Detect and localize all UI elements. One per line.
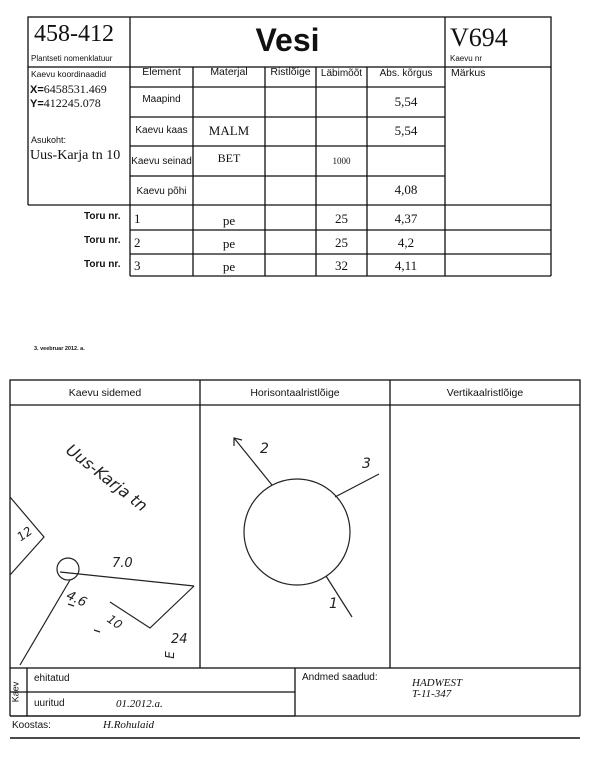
house-number: 12 — [14, 523, 35, 545]
document-date: 3. veebruar 2012. a. — [34, 346, 85, 352]
pipe-label: Toru nr. — [84, 259, 121, 270]
row-element: Kaevu põhi — [136, 186, 187, 197]
author-label: Koostas: — [12, 720, 51, 731]
row-element: Kaevu seinad — [131, 156, 192, 167]
pipe-number: 3 — [134, 258, 141, 273]
pipe-label-1: 1 — [329, 596, 338, 612]
pipe-label-2: 2 — [260, 441, 269, 457]
y-coordinate-value: 412245.078 — [43, 96, 101, 110]
source-value-line2: T-11-347 — [412, 688, 452, 700]
map-code: 458-412 — [34, 21, 114, 47]
panel-title-horizontal-section: Horisontaalristlõige — [250, 387, 340, 399]
col-cross-section: Ristlõige — [270, 66, 311, 78]
row-element: Maapind — [142, 94, 181, 105]
well-number-label: Kaevu nr — [450, 54, 483, 63]
distance-label-a: 7.0 — [112, 556, 133, 571]
pipe-number: 1 — [134, 211, 141, 226]
pipe-diameter: 32 — [335, 258, 348, 273]
pipe-abs-height: 4,2 — [397, 235, 415, 250]
pipe-diameter: 25 — [335, 211, 348, 226]
row-diameter: 1000 — [332, 156, 351, 166]
panel-title-vertical-section: Vertikaalristlõige — [446, 387, 524, 399]
pipe-material: pe — [222, 213, 236, 228]
corner-number: 24 — [171, 632, 188, 647]
pipe-number: 2 — [134, 235, 141, 250]
distance-label-c: 10 — [104, 611, 125, 633]
x-coordinate-label: X= — [30, 84, 44, 96]
row-abs-height: 5,54 — [394, 123, 418, 138]
pipe-material: pe — [222, 236, 236, 251]
built-label: ehitatud — [34, 673, 70, 684]
well-number: V694 — [450, 23, 508, 52]
pipe-abs-height: 4,11 — [394, 258, 418, 273]
pipe-label: Toru nr. — [84, 211, 121, 222]
street-name-handwriting: Uus-Karja tn — [62, 440, 152, 516]
surveyed-label: uuritud — [34, 698, 65, 709]
side-label: Kaev — [10, 681, 21, 703]
col-note: Märkus — [451, 67, 486, 79]
x-coordinate-value: 6458531.469 — [43, 82, 107, 96]
pipe-label: Toru nr. — [84, 235, 121, 246]
pipe-material: pe — [222, 259, 236, 274]
col-diameter: Läbimõõt — [320, 68, 363, 79]
row-abs-height: 5,54 — [394, 94, 418, 109]
col-material: Materjal — [210, 66, 248, 78]
row-abs-height: 4,08 — [394, 182, 418, 197]
y-coordinate-label: Y= — [30, 98, 44, 110]
source-value-line1: HADWEST — [412, 677, 463, 689]
map-code-label: Plantseti nomenklatuur — [31, 54, 113, 63]
panel-title-connections: Kaevu sidemed — [68, 387, 142, 399]
author-value: H.Rohulaid — [103, 719, 155, 731]
col-element: Element — [142, 66, 181, 78]
row-element: Kaevu kaas — [135, 125, 188, 136]
coords-label: Kaevu koordinaadid — [31, 69, 107, 79]
source-label: Andmed saadud: — [302, 672, 378, 683]
col-abs-height: Abs. kõrgus — [379, 68, 433, 79]
location-value: Uus-Karja tn 10 — [30, 148, 121, 163]
row-material: MALM — [208, 123, 250, 138]
pipe-label-3: 3 — [362, 456, 371, 472]
pipe-abs-height: 4,37 — [394, 211, 418, 226]
page-title: Vesi — [255, 22, 320, 58]
surveyed-value: 01.2012.a. — [116, 698, 163, 710]
pipe-diameter: 25 — [335, 235, 348, 250]
distance-label-b: 4.6 — [63, 588, 89, 611]
corner-mark: E — [162, 651, 177, 659]
row-material: BET — [217, 151, 241, 165]
location-label: Asukoht: — [31, 135, 67, 145]
